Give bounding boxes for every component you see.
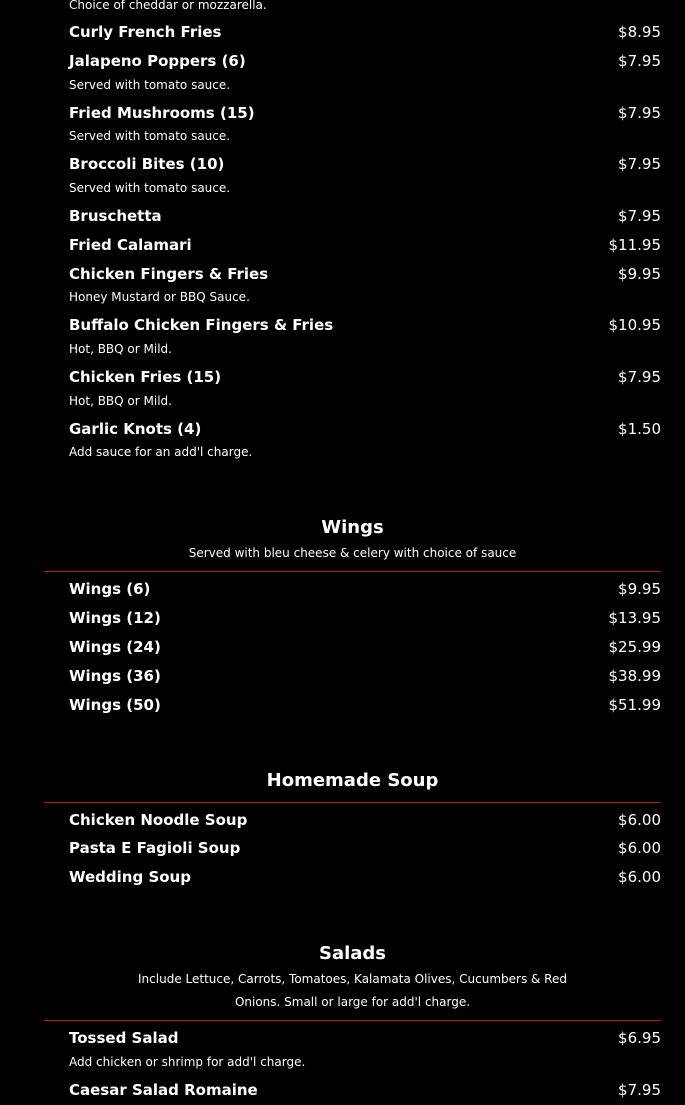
item-name: Tossed Salad <box>69 1029 179 1047</box>
menu-item-buffalo-chicken-fingers-fries[interactable] <box>69 314 661 336</box>
item-name: Fried Calamari <box>69 236 192 254</box>
item-price: $7.95 <box>618 155 661 173</box>
section-divider <box>44 1020 661 1021</box>
item-price: $25.99 <box>608 638 661 656</box>
section-subtitle-wings: Served with bleu cheese & celery with choice of sauce <box>188 546 517 560</box>
item-name: Chicken Fries (15) <box>69 368 222 386</box>
item-description: Served with tomato sauce. <box>69 78 231 92</box>
menu-item-tossed-salad[interactable] <box>69 1027 661 1049</box>
item-price: $1.50 <box>618 420 661 438</box>
item-description: Add sauce for an add'l charge. <box>69 445 253 459</box>
menu-item-wedding-soup[interactable] <box>69 866 661 888</box>
menu-item-chicken-noodle-soup[interactable] <box>69 809 661 831</box>
item-name: Pasta E Fagioli Soup <box>69 839 241 857</box>
item-name: Caesar Salad Romaine <box>69 1081 258 1099</box>
menu-item-curly-french-fries[interactable] <box>69 21 661 43</box>
item-description: Served with tomato sauce. <box>69 129 231 143</box>
menu-item-wings-50[interactable] <box>69 694 661 716</box>
item-description: Honey Mustard or BBQ Sauce. <box>69 290 250 304</box>
item-price: $7.95 <box>618 368 661 386</box>
item-description: Served with tomato sauce. <box>69 181 231 195</box>
section-divider <box>44 802 661 803</box>
menu-item-fried-mushrooms[interactable] <box>69 102 661 124</box>
item-price: $6.00 <box>618 811 661 829</box>
menu-item-chicken-fries[interactable] <box>69 366 661 388</box>
item-name: Wedding Soup <box>69 868 191 886</box>
item-name: Wings (12) <box>69 609 161 627</box>
item-name: Wings (24) <box>69 638 161 656</box>
item-name: Wings (36) <box>69 667 161 685</box>
menu-item-wings-6[interactable] <box>69 578 661 600</box>
item-description: Choice of cheddar or mozzarella. <box>69 0 267 12</box>
menu-item-caesar-salad-romaine[interactable] <box>69 1079 661 1101</box>
section-title-salads: Salads <box>318 943 387 964</box>
menu-item-wings-12[interactable] <box>69 607 661 629</box>
item-price: $8.95 <box>618 23 661 41</box>
item-description: Hot, BBQ or Mild. <box>69 342 172 356</box>
menu-item-chicken-fingers-fries[interactable] <box>69 263 661 285</box>
section-subtitle-salads: Include Lettuce, Carrots, Tomatoes, Kalamata Olives, Cucumbers & Red Onions. Small or large for add'l charge. <box>138 972 567 1009</box>
item-price: $9.95 <box>618 265 661 283</box>
item-name: Curly French Fries <box>69 23 222 41</box>
item-name: Broccoli Bites (10) <box>69 155 225 173</box>
item-price: $10.95 <box>608 316 661 334</box>
section-title-soup: Homemade Soup <box>266 770 439 791</box>
item-name: Wings (50) <box>69 696 161 714</box>
section-title-wings: Wings <box>321 517 384 538</box>
item-price: $6.95 <box>618 1029 661 1047</box>
item-name: Jalapeno Poppers (6) <box>69 52 246 70</box>
menu-item-wings-36[interactable] <box>69 665 661 687</box>
item-name: Garlic Knots (4) <box>69 420 202 438</box>
item-name: Wings (6) <box>69 580 151 598</box>
item-price: $11.95 <box>608 236 661 254</box>
item-description: Add chicken or shrimp for add'l charge. <box>69 1055 306 1069</box>
menu-item-bruschetta[interactable] <box>69 205 661 227</box>
item-price: $51.99 <box>608 696 661 714</box>
item-price: $7.95 <box>618 1081 661 1099</box>
menu-item-garlic-knots[interactable] <box>69 418 661 440</box>
item-price: $7.95 <box>618 52 661 70</box>
item-name: Bruschetta <box>69 207 162 225</box>
item-price: $6.00 <box>618 839 661 857</box>
item-name: Chicken Noodle Soup <box>69 811 248 829</box>
menu-item-wings-24[interactable] <box>69 636 661 658</box>
item-name: Chicken Fingers & Fries <box>69 265 269 283</box>
menu-item-fried-calamari[interactable] <box>69 234 661 256</box>
menu-item-jalapeno-poppers[interactable] <box>69 50 661 72</box>
item-price: $7.95 <box>618 104 661 122</box>
item-price: $7.95 <box>618 207 661 225</box>
item-name: Fried Mushrooms (15) <box>69 104 255 122</box>
menu-item-pasta-e-fagioli-soup[interactable] <box>69 837 661 859</box>
item-price: $6.00 <box>618 868 661 886</box>
item-name: Buffalo Chicken Fingers & Fries <box>69 316 334 334</box>
item-description: Hot, BBQ or Mild. <box>69 394 172 408</box>
section-divider <box>44 571 661 572</box>
item-price: $9.95 <box>618 580 661 598</box>
item-price: $13.95 <box>608 609 661 627</box>
item-price: $38.99 <box>608 667 661 685</box>
menu-item-broccoli-bites[interactable] <box>69 153 661 175</box>
